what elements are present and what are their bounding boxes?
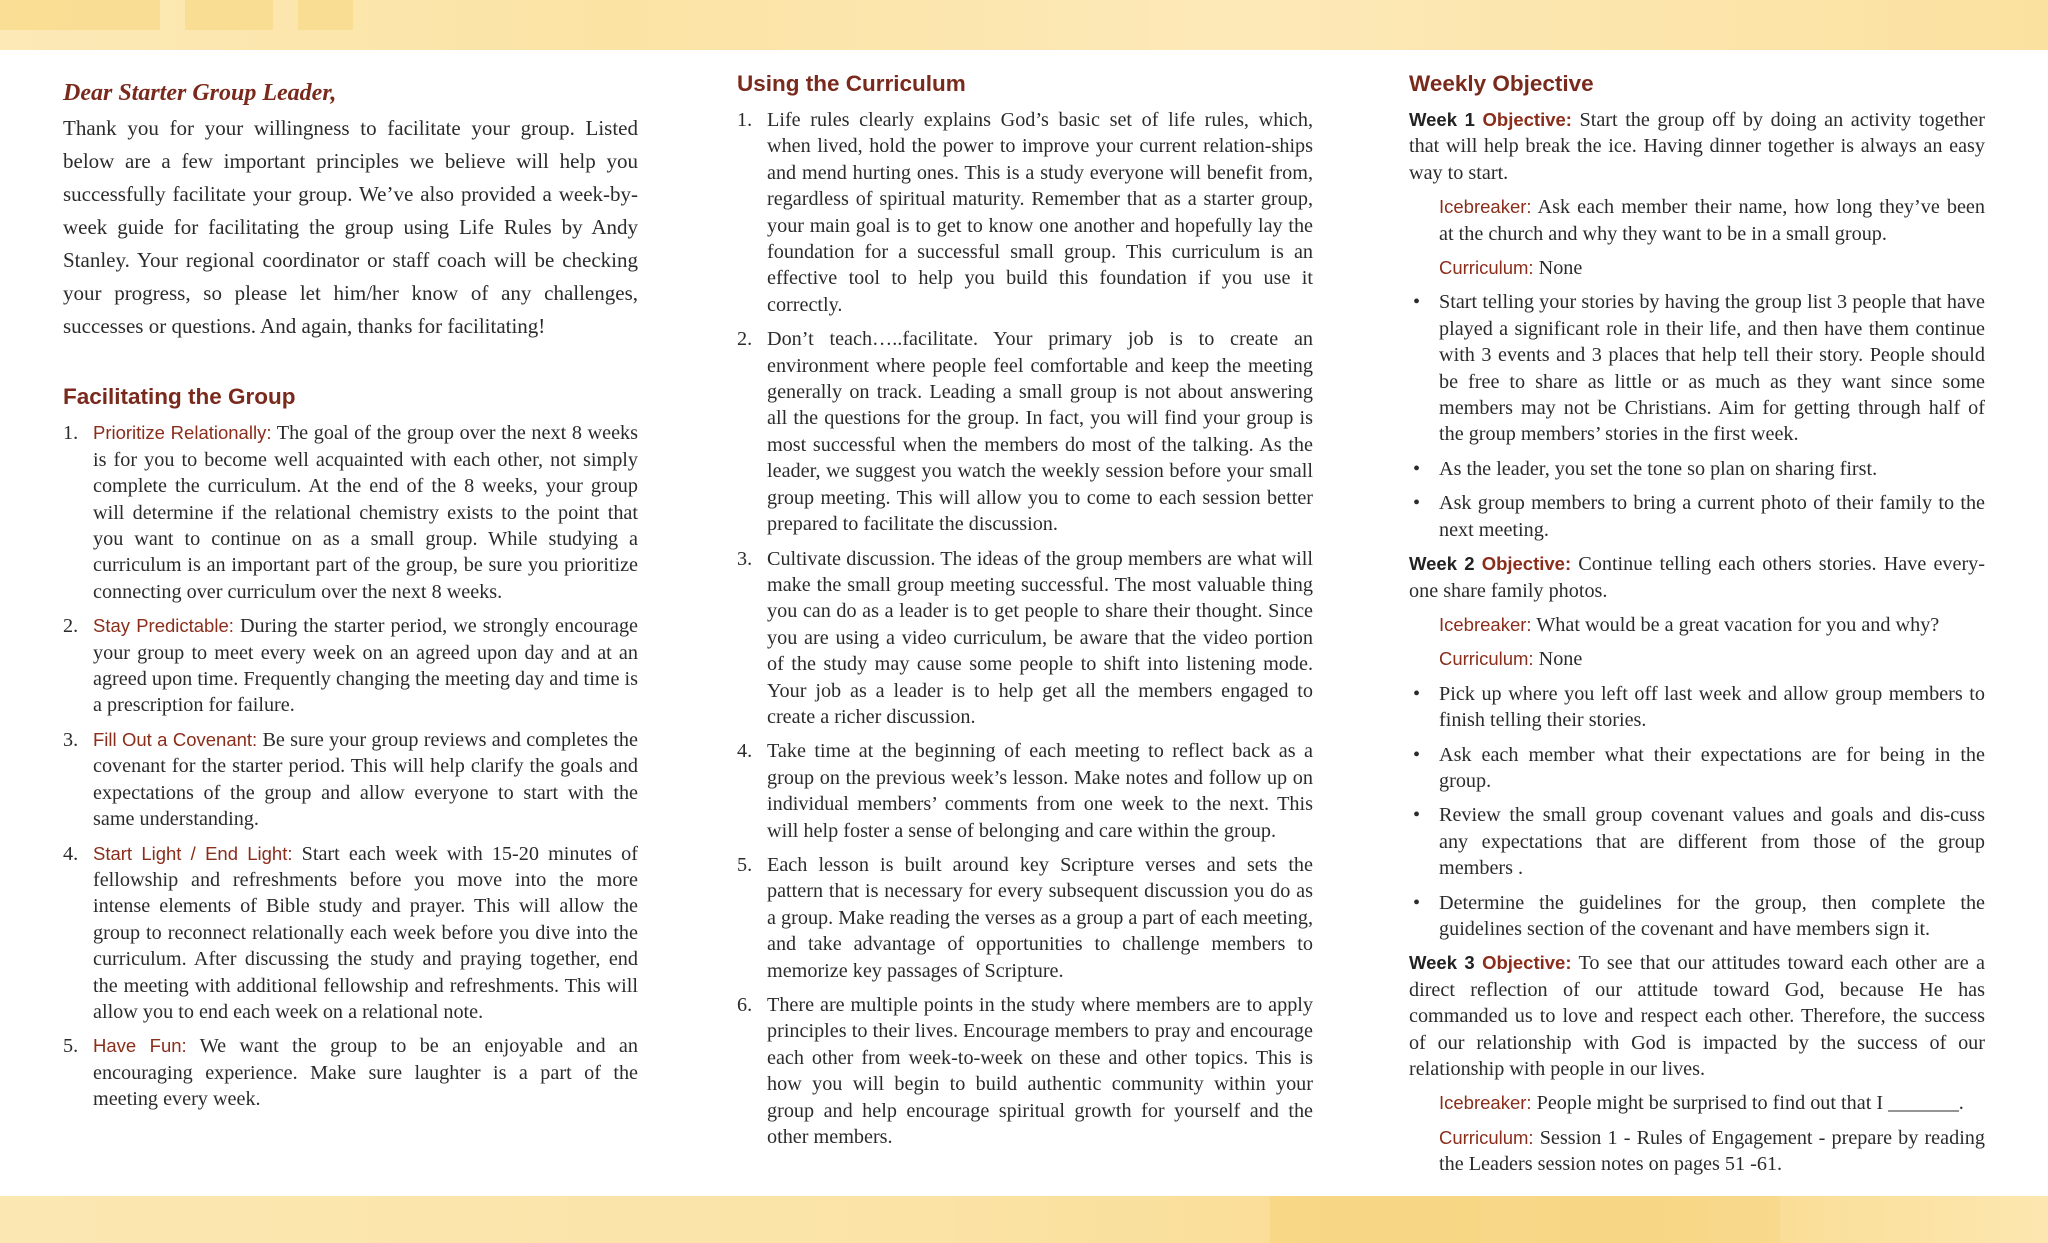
objective-text: Start the group off by doing an activity together that will help break the ice. Having dinner together is always an easy way to start. — [1409, 109, 1985, 184]
list-item — [1409, 890, 1985, 943]
objective-text: To see that our attitudes toward each other are a direct reflection of our attitude toward God, because He has commanded us to love and respect each other. Therefore, the success of our relationship with God is impacted by the success of our relationship with people in our lives. — [1409, 952, 1985, 1080]
item-number: 3. — [63, 728, 79, 751]
item-lead: Stay Predictable: — [93, 615, 234, 637]
curriculum-text: None — [1533, 648, 1583, 671]
bullet-text: Review the small group covenant values and goals and dis-cuss any expectations that are different from those of the group members . — [1439, 804, 1985, 880]
item-number: 1. — [63, 422, 79, 445]
list-item — [63, 841, 638, 1026]
icebreaker-text: People might be surprised to find out that I _______. — [1531, 1092, 1964, 1115]
item-text: Start each week with 15-20 minutes of fellowship and refreshments before you move into the more intense elements of Bible study and prayer. This will allow the group to reconnect relationally each week before you dive into the curriculum. After discussing the study and praying together, end the meeting with additional fellowship and refreshments. This will allow you to end each week on a relational note. — [93, 842, 638, 1023]
bullet-text: Pick up where you left off last week and allow group members to finish telling their stories. — [1439, 682, 1985, 732]
section-heading-facilitating: Facilitating the Group — [63, 384, 296, 410]
icebreaker-label: Icebreaker: — [1439, 196, 1532, 218]
list-item — [1409, 742, 1985, 795]
objective-label: Objective: — [1481, 553, 1572, 575]
bottom-band-block — [1270, 1196, 1480, 1243]
curriculum-text: Session 1 - Rules of Engagement - prepare by reading the Leaders session notes on pages 51 -61. — [1439, 1126, 1985, 1176]
week-bullets — [1409, 289, 1985, 543]
week-icebreaker — [1439, 612, 1985, 638]
curriculum-label: Curriculum: — [1439, 257, 1534, 279]
icebreaker-label: Icebreaker: — [1439, 1092, 1532, 1114]
bullet-icon: • — [1413, 291, 1421, 314]
letter-intro: Thank you for your willingness to facilitate your group. Listed below are a few important principles we believe will help you successfully facilitate your group. We’ve also provided a week-by-week guide for facilitating the group using Life Rules by Andy Stanley. Your regional coordinator or staff coach will be checking your progress, so please let him/her know of any challenges, successes or questions. And again, thanks for facilitating! — [63, 116, 638, 339]
week-label: Week 3 — [1409, 952, 1475, 974]
section-heading-weekly: Weekly Objective — [1409, 71, 1594, 96]
item-lead: Fill Out a Covenant: — [93, 728, 258, 750]
top-band-tab — [298, 0, 353, 30]
bullet-text: Start telling your stories by having the group list 3 people that have played a significant role in their life, and then have them continue with 3 events and 3 places that help tell their story. People should be free to share as little or as much as they want since some members may not be Christians. Aim for getting through half of the group members’ stories in the first week. — [1439, 291, 1985, 446]
week-objective — [1409, 950, 1985, 1082]
bottom-band-block — [1480, 1196, 1780, 1243]
item-number: 4. — [737, 740, 753, 763]
list-item — [737, 992, 1313, 1150]
list-item — [1409, 289, 1985, 447]
column-using-curriculum — [737, 70, 1313, 1158]
list-item — [737, 107, 1313, 318]
item-number: 2. — [63, 615, 79, 638]
top-band-tab — [185, 0, 273, 30]
item-text: There are multiple points in the study where members are to apply principles to their lives. Encourage members to pray and encourage each other from week-to-week on these and other topics. This is how you will begin to build authentic community within your group and help encourage spiritual growth for yourself and the other members. — [767, 994, 1313, 1149]
bottom-decorative-band — [0, 1196, 2048, 1243]
bullet-icon: • — [1413, 457, 1421, 480]
list-item — [1409, 681, 1985, 734]
item-text: Each lesson is built around key Scripture verses and sets the pattern that is necessary for every subsequent discussion you do as a group. Make reading the verses as a group a part of each meeting, and take advantage of opportunities to challenge members to memorize key passages of Scripture. — [767, 853, 1313, 982]
bullet-text: Ask each member what their expectations are for being in the group. — [1439, 743, 1985, 792]
top-band-tab — [0, 0, 160, 30]
bullet-text: Ask group members to bring a current photo of their family to the next meeting. — [1439, 492, 1985, 541]
week-icebreaker — [1439, 1090, 1985, 1116]
item-number: 4. — [63, 842, 79, 865]
week-objective — [1409, 107, 1985, 186]
week-curriculum — [1439, 255, 1985, 281]
column-leader-letter — [63, 70, 638, 1121]
list-item — [1409, 490, 1985, 543]
item-lead: Start Light / End Light: — [93, 842, 293, 864]
curriculum-label: Curriculum: — [1439, 648, 1534, 670]
list-item — [63, 727, 638, 833]
item-lead: Prioritize Relationally: — [93, 422, 272, 444]
curriculum-text: None — [1533, 257, 1583, 280]
week-label: Week 2 — [1409, 553, 1475, 575]
list-item — [737, 326, 1313, 537]
icebreaker-text: What would be a great vacation for you and why? — [1531, 613, 1940, 636]
item-number: 5. — [737, 853, 753, 876]
icebreaker-label: Icebreaker: — [1439, 613, 1532, 635]
list-item — [737, 738, 1313, 844]
bullet-icon: • — [1413, 682, 1421, 705]
bullet-text: As the leader, you set the tone so plan on sharing first. — [1439, 457, 1878, 480]
week-curriculum — [1439, 1125, 1985, 1178]
week-bullets — [1409, 681, 1985, 943]
objective-text: Continue telling each others stories. Have every-one share family photos. — [1409, 553, 1985, 602]
letter-greeting: Dear Starter Group Leader, — [63, 80, 337, 106]
list-item — [63, 613, 638, 719]
item-text: Take time at the beginning of each meeting to reflect back as a group on the previous week’s lesson. Make notes and follow up on individual members’ comments from one week to the next. This will help foster a sense of belonging and care within the group. — [767, 740, 1313, 842]
bullet-text: Determine the guidelines for the group, then complete the guidelines section of the covenant and have members sign it. — [1439, 891, 1985, 940]
list-item — [1409, 802, 1985, 881]
bullet-icon: • — [1413, 743, 1421, 766]
item-number: 5. — [63, 1035, 79, 1058]
curriculum-list — [737, 107, 1313, 1150]
item-number: 6. — [737, 994, 753, 1016]
list-item — [737, 546, 1313, 731]
column-weekly-objective — [1409, 70, 1985, 1186]
item-text: Be sure your group reviews and completes the covenant for the starter period. This will help clarify the goals and expectations of the group and allow everyone to start with the same understanding. — [93, 728, 638, 831]
item-number: 2. — [737, 328, 753, 351]
bullet-icon: • — [1413, 891, 1421, 914]
week-curriculum — [1439, 646, 1985, 672]
objective-label: Objective: — [1482, 952, 1572, 974]
list-item — [1409, 456, 1985, 482]
bullet-icon: • — [1413, 804, 1421, 827]
section-heading-curriculum: Using the Curriculum — [737, 71, 966, 96]
item-text: Don’t teach…..facilitate. Your primary job is to create an environment where people feel comfortable and keep the meeting generally on track. Leading a small group is not about answering all the questions for the group. In fact, you will find your group is most successful when the members do most of the talking. As the leader, we suggest you watch the weekly session before your small group meeting. This will allow you to come to each session better prepared to facilitate the discussion. — [767, 328, 1313, 536]
objective-label: Objective: — [1482, 109, 1572, 130]
facilitating-list — [63, 420, 638, 1112]
top-decorative-band — [0, 0, 2048, 50]
list-item — [63, 420, 638, 605]
item-text: We want the group to be an enjoyable and an encouraging experience. Make sure laughter is a part of the meeting every week. — [93, 1035, 638, 1111]
week-icebreaker — [1439, 194, 1985, 247]
item-text: Life rules clearly explains God’s basic set of life rules, which, when lived, hold the power to improve your current relation-ships and mend hurting ones. This is a study everyone will benefit from, regardless of spiritual maturity. Remember that as a starter group, your main goal is to get to know one another and hopefully lay the foundation for a successful small group. This curriculum is an effective tool to help you build this foundation if you use it correctly. — [767, 109, 1313, 316]
list-item — [63, 1033, 638, 1112]
item-text: During the starter period, we strongly encourage your group to meet every week on an agreed upon day and at an agreed upon time. Frequently changing the meeting day and time is a prescription for failure. — [93, 615, 638, 717]
item-text: The goal of the group over the next 8 weeks is for you to become well acquainted with each other, not simply complete the curriculum. At the end of the 8 weeks, your group will determine if the relational chemistry exists to the point that you want to continue on as a small group. While studying a curriculum is an important part of the group, be sure you prioritize connecting over curriculum over the next 8 weeks. — [93, 422, 639, 603]
week-objective — [1409, 551, 1985, 604]
item-number: 3. — [737, 547, 753, 570]
item-text: Cultivate discussion. The ideas of the group members are what will make the small group meeting successful. The most valuable thing you can do as a leader is to get people to share their thought. Since you are using a video curriculum, be aware that the video portion of the study may cause some people to shift into listening mode. Your job as a leader is to help get all the members engaged to create a richer discussion. — [767, 547, 1313, 728]
curriculum-label: Curriculum: — [1439, 1126, 1534, 1148]
week-label: Week 1 — [1409, 109, 1475, 130]
icebreaker-text: Ask each member their name, how long they’ve been at the church and why they want to be in a small group. — [1439, 196, 1985, 245]
bullet-icon: • — [1413, 492, 1421, 515]
list-item — [737, 852, 1313, 984]
item-lead: Have Fun: — [93, 1035, 187, 1057]
item-number: 1. — [737, 109, 753, 131]
